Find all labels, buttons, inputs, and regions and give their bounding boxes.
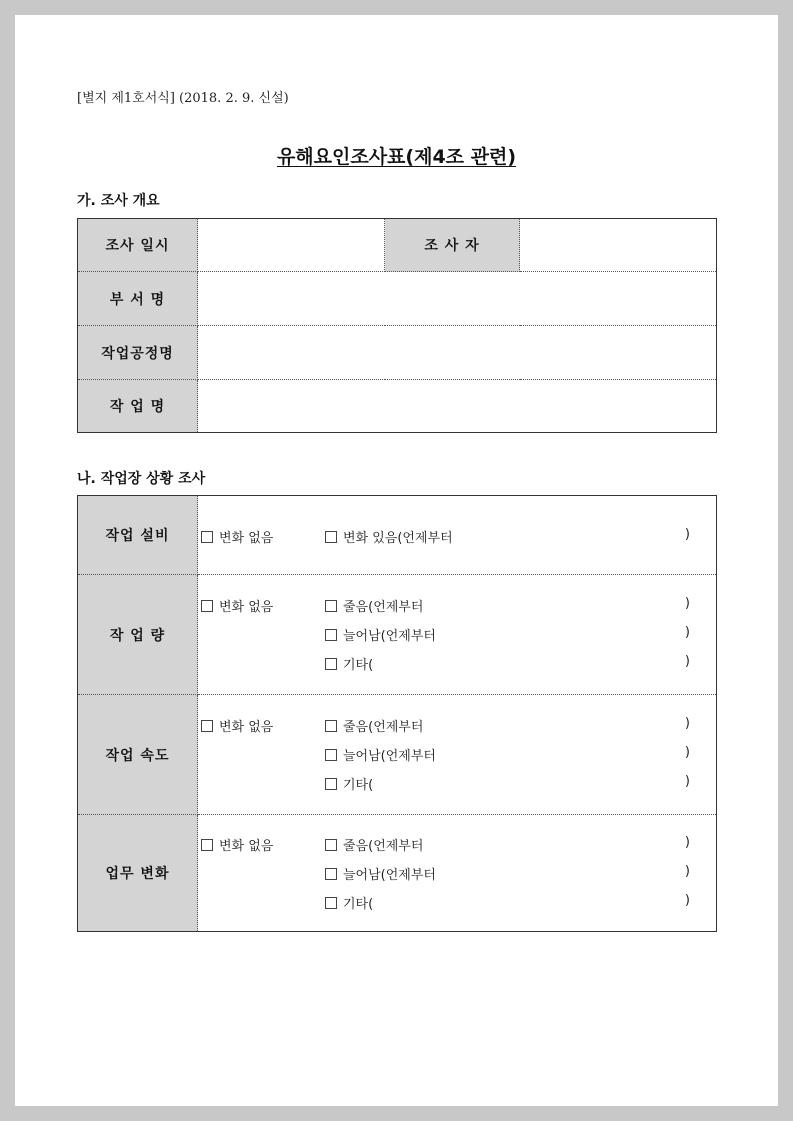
speed-decreased-option[interactable]: 줄음(언제부터 [325, 716, 423, 735]
checkbox-icon[interactable] [325, 897, 337, 909]
speed-other-option[interactable]: 기타( [325, 774, 373, 793]
close-paren: ) [684, 527, 690, 542]
workload-decreased-option[interactable]: 줄음(언제부터 [325, 596, 423, 615]
work-speed-options [198, 695, 717, 815]
workload-options [198, 575, 717, 695]
speed-increased-option[interactable]: 늘어남(언제부터 [325, 745, 436, 764]
task-change-label: 업무 변화 [78, 815, 198, 932]
checkbox-icon[interactable] [325, 531, 337, 543]
checkbox-icon[interactable] [325, 778, 337, 790]
checkbox-icon[interactable] [201, 720, 213, 732]
workload-no-change-option[interactable]: 변화 없음 [201, 596, 273, 615]
workload-other-option[interactable]: 기타( [325, 654, 373, 673]
speed-no-change-option[interactable]: 변화 없음 [201, 716, 273, 735]
survey-date-field[interactable] [198, 219, 385, 272]
close-paren: ) [684, 893, 690, 908]
close-paren: ) [684, 835, 690, 850]
close-paren: ) [684, 864, 690, 879]
survey-date-label: 조사 일시 [78, 219, 198, 272]
process-name-label: 작업공정명 [78, 326, 198, 380]
checkbox-icon[interactable] [325, 839, 337, 851]
task-decreased-option[interactable]: 줄음(언제부터 [325, 835, 423, 854]
task-no-change-option[interactable]: 변화 없음 [201, 835, 273, 854]
checkbox-icon[interactable] [325, 629, 337, 641]
close-paren: ) [684, 654, 690, 669]
surveyor-label: 조 사 자 [385, 219, 520, 272]
checkbox-icon[interactable] [201, 531, 213, 543]
task-name-label: 작 업 명 [78, 380, 198, 433]
form-page [15, 15, 778, 1106]
equipment-label: 작업 설비 [78, 496, 198, 575]
form-number-label: [별지 제1호서식] (2018. 2. 9. 신설) [77, 91, 289, 106]
workplace-status-table [77, 495, 717, 932]
close-paren: ) [684, 625, 690, 640]
department-field[interactable] [198, 272, 717, 326]
section-a-title: 가. 조사 개요 [77, 193, 160, 209]
task-name-field[interactable] [198, 380, 717, 433]
close-paren: ) [684, 596, 690, 611]
equipment-changed-option[interactable]: 변화 있음(언제부터 [325, 527, 453, 546]
checkbox-icon[interactable] [201, 600, 213, 612]
checkbox-icon[interactable] [325, 658, 337, 670]
survey-overview-table [77, 218, 717, 433]
workload-increased-option[interactable]: 늘어남(언제부터 [325, 625, 436, 644]
department-label: 부 서 명 [78, 272, 198, 326]
work-speed-label: 작업 속도 [78, 695, 198, 815]
equipment-options [198, 496, 717, 575]
page-title [15, 142, 778, 169]
checkbox-icon[interactable] [325, 600, 337, 612]
process-name-field[interactable] [198, 326, 717, 380]
equipment-no-change-option[interactable]: 변화 없음 [201, 527, 273, 546]
workload-label: 작 업 량 [78, 575, 198, 695]
close-paren: ) [684, 774, 690, 789]
task-other-option[interactable]: 기타( [325, 893, 373, 912]
checkbox-icon[interactable] [201, 839, 213, 851]
close-paren: ) [684, 745, 690, 760]
checkbox-icon[interactable] [325, 749, 337, 761]
task-change-options [198, 815, 717, 932]
checkbox-icon[interactable] [325, 720, 337, 732]
close-paren: ) [684, 716, 690, 731]
checkbox-icon[interactable] [325, 868, 337, 880]
title-text: 유해요인조사표(제4조 관련) [276, 146, 517, 168]
section-b-title: 나. 작업장 상황 조사 [77, 471, 206, 487]
surveyor-field[interactable] [520, 219, 717, 272]
task-increased-option[interactable]: 늘어남(언제부터 [325, 864, 436, 883]
